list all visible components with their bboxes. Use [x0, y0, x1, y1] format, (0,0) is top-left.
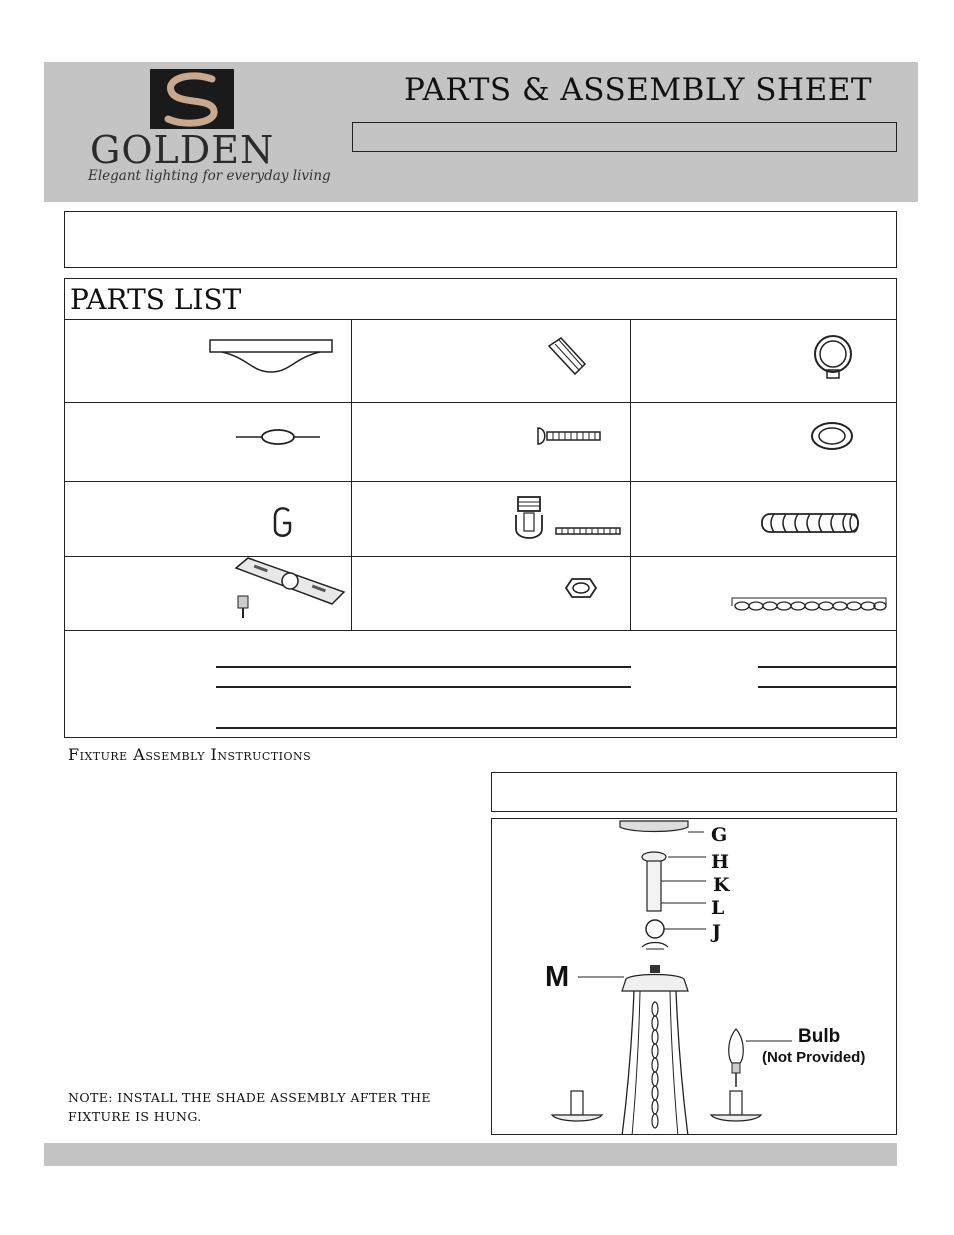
bulb-label: Bulb — [798, 1026, 841, 1047]
s-hook-icon — [270, 505, 296, 539]
shade-note: NOTE: INSTALL THE SHADE ASSEMBLY AFTER THE FIXTURE IS HUNG. — [68, 1090, 431, 1124]
screw-icon — [535, 425, 603, 447]
callout-j: J — [712, 921, 721, 943]
table-divider — [64, 319, 897, 320]
table-divider — [64, 556, 897, 557]
parts-list-heading: PARTS LIST — [70, 283, 242, 316]
chain-link-icon — [234, 427, 322, 447]
canopy-icon — [208, 336, 334, 376]
lock-washer-icon — [808, 420, 856, 452]
page-title: PARTS & ASSEMBLY SHEET — [404, 72, 873, 108]
golden-logo-icon — [150, 69, 234, 129]
wire-nut-icon — [543, 334, 589, 378]
form-line — [216, 686, 631, 688]
brand-tagline: Elegant lighting for everyday living — [88, 168, 331, 184]
swivel-nipple-icon — [512, 495, 624, 543]
chain-icon — [728, 594, 890, 618]
hex-nut-icon — [562, 576, 600, 600]
table-divider — [64, 481, 897, 482]
table-divider — [630, 319, 631, 630]
brand-name: GOLDEN — [90, 128, 275, 172]
table-divider — [351, 319, 352, 630]
loop-ring-icon — [808, 332, 858, 380]
footer-band — [44, 1143, 897, 1166]
threaded-pipe-icon — [758, 511, 862, 535]
mounting-strap-icon — [228, 554, 348, 620]
callout-g: G — [711, 824, 728, 846]
diagram-title-box — [491, 772, 897, 812]
callout-l: L — [711, 897, 725, 919]
callout-k: K — [713, 874, 730, 896]
form-line — [216, 666, 631, 668]
table-divider — [64, 402, 897, 403]
form-line — [758, 666, 897, 668]
instructions-heading: Fixture Assembly Instructions — [68, 745, 312, 764]
callout-m: M — [545, 961, 570, 993]
table-divider — [64, 630, 897, 631]
parts-list-table — [64, 278, 897, 738]
description-box — [64, 211, 897, 268]
assembly-diagram — [491, 818, 897, 1135]
bulb-note: (Not Provided) — [762, 1049, 866, 1066]
callout-h: H — [711, 851, 729, 873]
form-line — [758, 686, 897, 688]
model-number-field — [352, 122, 897, 152]
form-line — [216, 727, 897, 729]
